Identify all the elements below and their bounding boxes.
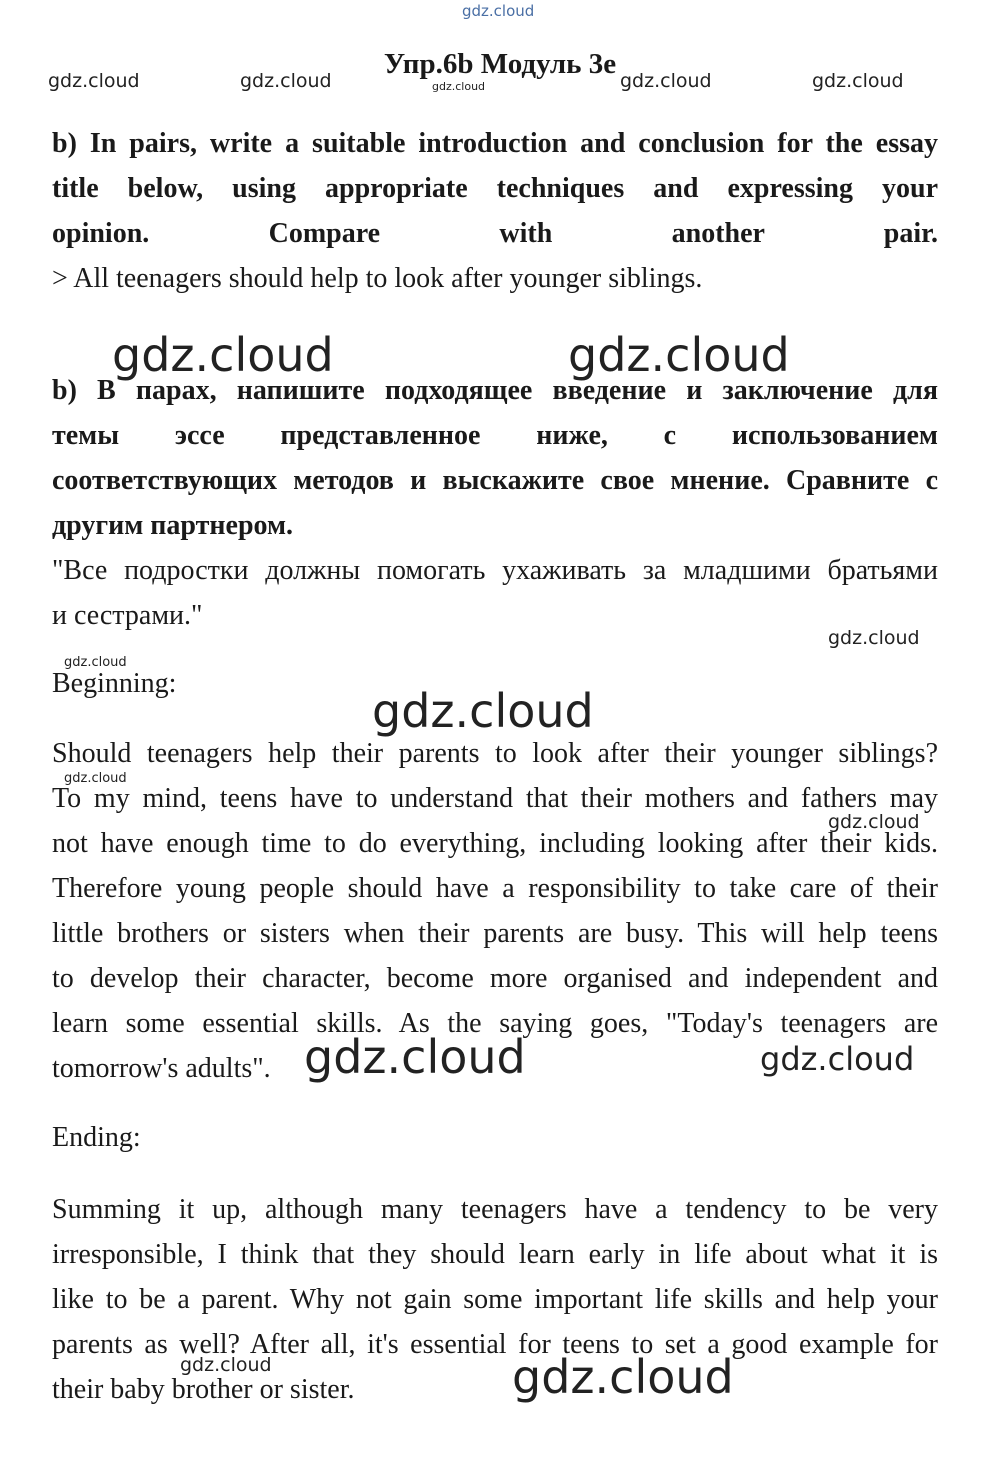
beginning-line: learn some essential skills. As the saying goes, "Today's teenagers are <box>52 1008 938 1039</box>
watermark: gdz.cloud <box>64 771 127 786</box>
task-ru-prompt-line: "Все подростки должны помогать ухаживать за младшими братьями <box>52 555 938 586</box>
task-ru-line: темы эссе представленное ниже, с использованием <box>52 420 938 451</box>
watermark-top: gdz.cloud <box>462 2 535 20</box>
task-ru-line: b) В парах, напишите подходящее введение и заключение для <box>52 375 938 406</box>
task-en <box>52 121 938 256</box>
watermark: gdz.cloud <box>512 1350 734 1404</box>
ending-line: parents as well? After all, it's essential for teens to set a good example for <box>52 1329 938 1360</box>
watermark: gdz.cloud <box>180 1354 272 1376</box>
task-en-line: b) In pairs, write a suitable introduction and conclusion for the essay <box>52 128 938 159</box>
task-en-line: title below, using appropriate techniques and expressing your <box>52 173 938 204</box>
ending-text <box>52 1187 938 1412</box>
task-ru <box>52 368 938 548</box>
beginning-line: Should teenagers help their parents to look after their younger siblings? <box>52 738 938 769</box>
beginning-line: Therefore young people should have a responsibility to take care of their <box>52 873 938 904</box>
beginning-label: Beginning: <box>52 668 177 699</box>
beginning-line: not have enough time to do everything, including looking after their kids. <box>52 828 938 859</box>
watermark: gdz.cloud <box>432 80 486 93</box>
task-ru-line: другим партнером. <box>52 510 294 541</box>
watermark: gdz.cloud <box>48 70 140 92</box>
watermark: gdz.cloud <box>620 70 712 92</box>
watermark: gdz.cloud <box>568 328 790 382</box>
ending-line: their baby brother or sister. <box>52 1374 355 1405</box>
watermark: gdz.cloud <box>760 1040 915 1078</box>
watermark: gdz.cloud <box>812 70 904 92</box>
ending-line: like to be a parent. Why not gain some important life skills and help your <box>52 1284 938 1315</box>
task-en-line: opinion. Compare with another pair. <box>52 218 938 249</box>
ending-label: Ending: <box>52 1122 141 1153</box>
watermark: gdz.cloud <box>64 655 127 670</box>
task-en-prompt: > All teenagers should help to look after younger siblings. <box>52 263 703 294</box>
beginning-line: little brothers or sisters when their parents are busy. This will help teens <box>52 918 938 949</box>
ending-line: irresponsible, I think that they should learn early in life about what it is <box>52 1239 938 1270</box>
page-title: Упр.6b Модуль 3е <box>383 48 617 80</box>
ending-line: Summing it up, although many teenagers have a tendency to be very <box>52 1194 938 1225</box>
task-ru-line: соответствующих методов и выскажите свое мнение. Сравните с <box>52 465 938 496</box>
watermark: gdz.cloud <box>304 1030 526 1084</box>
watermark: gdz.cloud <box>828 627 920 649</box>
task-ru-prompt-line: и сестрами." <box>52 600 203 631</box>
task-ru-prompt <box>52 548 938 638</box>
beginning-line: to develop their character, become more organised and independent and <box>52 963 938 994</box>
watermark: gdz.cloud <box>828 811 920 833</box>
beginning-line: To my mind, teens have to understand that their mothers and fathers may <box>52 783 938 814</box>
watermark: gdz.cloud <box>240 70 332 92</box>
watermark: gdz.cloud <box>372 684 594 738</box>
watermark: gdz.cloud <box>112 328 334 382</box>
beginning-line: tomorrow's adults". <box>52 1053 271 1084</box>
